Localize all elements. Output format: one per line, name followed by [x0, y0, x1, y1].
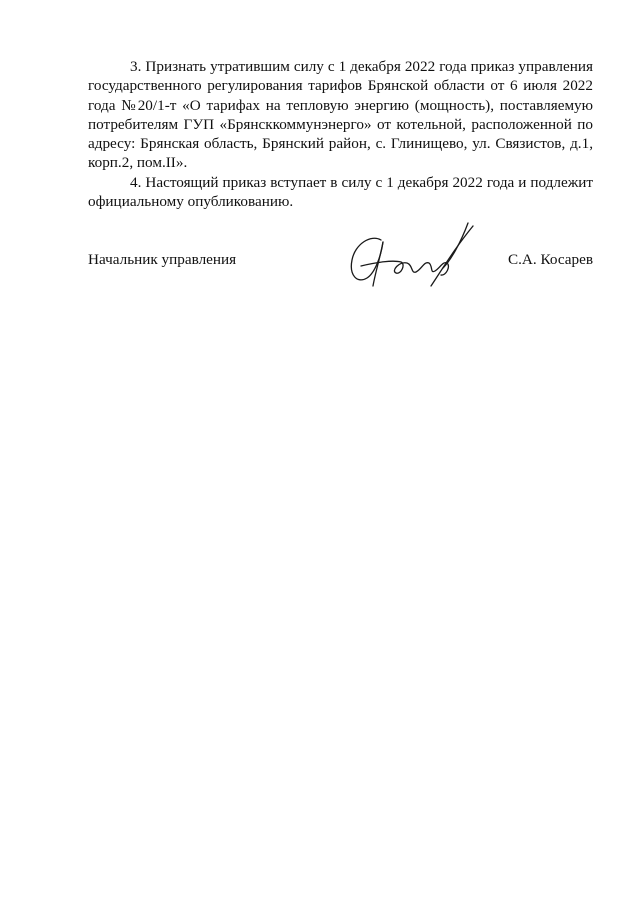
paragraph-3: 3. Признать утратившим силу с 1 декабря 2022 года приказ управления государственного регулирования тарифов Брянской области от 6 июля 2022 года №20/1-т «О тарифах на тепловую энергию (мощность), поставляемую потребителям ГУП «Брянсккоммунэнерго» от котельной, расположенной по адресу: Брянская область, Брянский район, с. Глинищево, ул. Связистов, д.1, корп.2, пом.II». — [88, 58, 593, 172]
signature-stroke-body — [361, 261, 448, 275]
signature-stroke-initial — [351, 238, 383, 280]
signer-name: С.А. Косарев — [507, 251, 593, 268]
document-body — [88, 57, 593, 211]
paragraph-4: 4. Настоящий приказ вступает в силу с 1 декабря 2022 года и подлежит официальному опубликованию. — [88, 173, 593, 211]
signer-position: Начальник управления — [88, 251, 237, 268]
signature-stroke-initial-tail — [373, 242, 383, 286]
handwritten-signature — [343, 218, 475, 290]
signature-row — [88, 250, 593, 274]
